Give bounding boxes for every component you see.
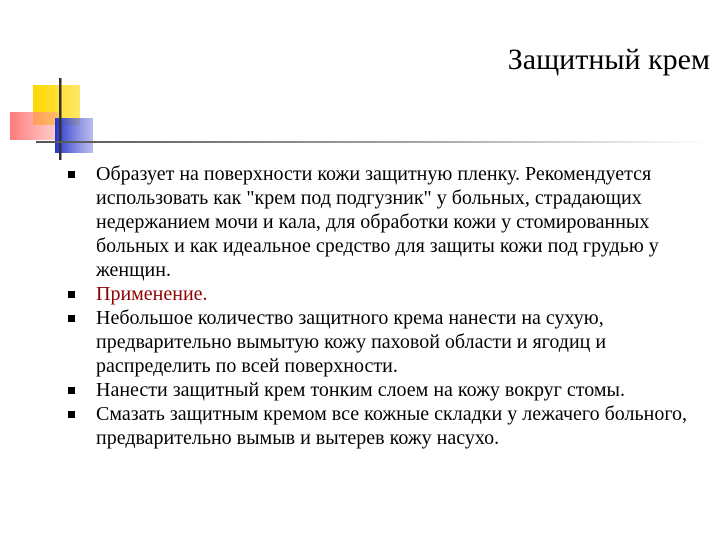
list-item bbox=[62, 306, 702, 378]
list-item bbox=[62, 402, 702, 450]
horizontal-rule bbox=[36, 141, 710, 143]
bullet-text: Образует на поверхности кожи защитную пленку. Рекомендуется использовать как "крем под подгузник" у больных, страдающих недержанием мочи и кала, для обработки кожи у стомированных больных и как идеальное средство для защиты кожи под грудью у женщин. bbox=[96, 163, 659, 281]
bullet-text: Нанести защитный крем тонким слоем на кожу вокруг стомы. bbox=[96, 379, 625, 401]
vertical-rule bbox=[59, 78, 62, 160]
bullet-square-icon bbox=[68, 291, 75, 298]
slide-title: Защитный крем bbox=[507, 43, 710, 76]
bullet-text: Смазать защитным кремом все кожные складки у лежачего больного, предварительно вымыв и вытерев кожу насухо. bbox=[96, 403, 688, 449]
list-item bbox=[62, 282, 702, 306]
bullet-square-icon bbox=[68, 387, 75, 394]
list-item bbox=[62, 378, 702, 402]
bullet-text: Применение. bbox=[96, 283, 208, 305]
bullet-square-icon bbox=[68, 315, 75, 322]
bullet-square-icon bbox=[68, 411, 75, 418]
bullet-square-icon bbox=[68, 171, 75, 178]
bullet-text: Небольшое количество защитного крема нанести на сухую, предварительно вымытую кожу паховой области и ягодиц и распределить по всей поверхности. bbox=[96, 307, 607, 377]
list-item bbox=[62, 162, 702, 282]
red-bar bbox=[10, 112, 58, 140]
bullet-list bbox=[62, 162, 702, 450]
